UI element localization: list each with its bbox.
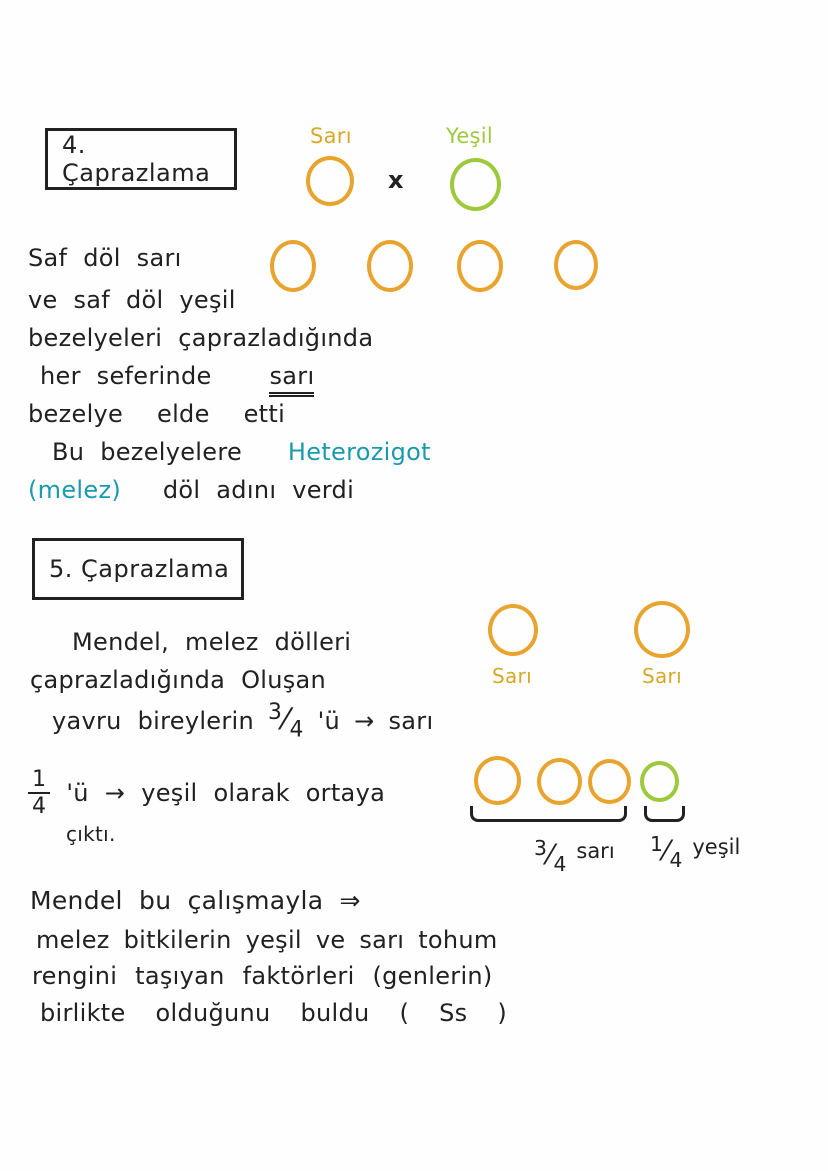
- ratio-word: yeşil: [692, 835, 741, 859]
- yellow-pea-circle: [537, 758, 582, 805]
- ratio-bracket-yesil: [644, 806, 685, 822]
- fraction-slash: ⁄: [663, 836, 669, 868]
- yellow-pea-circle: [474, 756, 521, 805]
- fraction-denominator: 4: [553, 852, 567, 877]
- fraction-denominator: 4: [32, 794, 47, 820]
- note-line: [28, 768, 385, 818]
- yellow-pea-circle: [634, 601, 690, 658]
- note-line-part: Bu bezelyelere: [52, 438, 243, 466]
- note-line-part: yavru bireylerin: [52, 707, 255, 736]
- note-line: çaprazladığında Oluşan: [30, 666, 327, 694]
- note-line: [40, 362, 314, 397]
- yellow-pea-circle: [488, 604, 538, 656]
- parent-yellow-label: Sarı: [642, 664, 682, 688]
- yellow-pea-circle: [588, 759, 631, 804]
- green-pea-circle: [450, 158, 501, 211]
- parent-green-label: Yeşil: [446, 124, 494, 148]
- fraction-three-quarters: [268, 700, 304, 742]
- note-line: Saf döl sarı: [28, 244, 182, 272]
- fraction-denominator: 4: [669, 848, 683, 873]
- ratio-label-sari: [534, 836, 615, 876]
- melez-term: (melez): [28, 476, 122, 504]
- conclusion-line: melez bitkilerin yeşil ve sarı tohum: [36, 926, 498, 954]
- fraction-slash: ⁄: [547, 840, 553, 872]
- note-line: çıktı.: [66, 822, 116, 846]
- arrow-right-icon: →: [354, 707, 375, 736]
- crossing-4-title: 4. Çaprazlama: [62, 131, 211, 187]
- note-line: bezelyeleri çaprazladığında: [28, 324, 374, 352]
- fraction-numerator: 3: [534, 836, 547, 860]
- parent-yellow-label: Sarı: [492, 664, 532, 688]
- fraction-numerator: 1: [650, 832, 663, 856]
- fraction-numerator: 1: [28, 768, 50, 794]
- conclusion-line: birlikte olduğunu buldu ( Ss ): [40, 999, 508, 1027]
- yellow-pea-circle: [306, 156, 354, 206]
- parent-yellow-label: Sarı: [310, 124, 352, 148]
- conclusion-line: Mendel bu çalışmayla ⇒: [30, 886, 361, 915]
- note-line-part: sarı: [388, 707, 434, 736]
- crossing-5-title: 5. Çaprazlama: [49, 555, 230, 583]
- fraction-one-quarter: [28, 768, 50, 818]
- heterozigot-term: Heterozigot: [287, 438, 431, 466]
- ratio-bracket-sari: [470, 806, 627, 822]
- note-line-part: yeşil olarak ortaya: [141, 779, 386, 808]
- note-line: Mendel, melez dölleri: [72, 628, 352, 656]
- fraction-denominator: 4: [289, 717, 304, 743]
- green-pea-circle: [640, 761, 679, 802]
- crossing-4-title-box: [45, 128, 237, 190]
- fraction-one-quarter: [650, 832, 682, 872]
- yellow-pea-circle: [457, 240, 503, 292]
- ratio-label-yesil: [650, 832, 740, 872]
- fraction-three-quarters: [534, 836, 566, 876]
- fraction-numerator: 3: [268, 700, 283, 725]
- conclusion-line: rengini taşıyan faktörleri (genlerin): [32, 962, 493, 990]
- arrow-right-icon: →: [104, 779, 126, 808]
- ratio-word: sarı: [576, 839, 615, 863]
- underlined-sari-word: sarı: [269, 362, 314, 397]
- note-line-part: döl adını verdi: [162, 476, 355, 504]
- suffix-u: 'ü: [317, 707, 341, 736]
- crossing-5-title-box: [32, 538, 244, 600]
- note-line-part: her seferinde: [40, 362, 212, 390]
- yellow-pea-circle: [270, 240, 316, 292]
- suffix-u: 'ü: [66, 779, 89, 808]
- note-line: [52, 700, 433, 742]
- cross-symbol: x: [388, 166, 404, 194]
- note-line: bezelye elde etti: [28, 400, 286, 428]
- note-line: ve saf döl yeşil: [28, 286, 236, 314]
- yellow-pea-circle: [367, 240, 413, 292]
- note-line: [52, 438, 431, 466]
- note-line: [28, 476, 354, 504]
- fraction-slash: ⁄: [283, 701, 289, 736]
- yellow-pea-circle: [554, 240, 598, 290]
